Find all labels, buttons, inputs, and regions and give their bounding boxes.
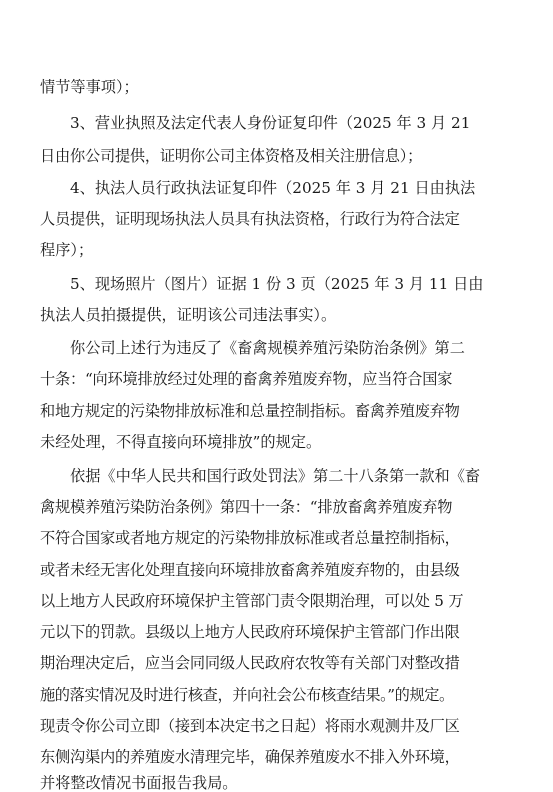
text-line: 日由你公司提供，证明你公司主体资格及相关注册信息）；: [40, 147, 423, 165]
legal-basis-paragraph: 依据《中华人民共和国行政处罚法》第二十八条第一款和《畜: [70, 467, 481, 485]
evidence-item-3: 3、营业执照及法定代表人身份证复印件（2025 年 3 月 21: [70, 114, 471, 132]
text-line: 人员提供，证明现场执法人员具有执法资格，行政行为符合法定: [40, 210, 460, 228]
text-line: 期治理决定后，应当会同同级人民政府农牧等有关部门对整改措: [40, 654, 460, 672]
text-line: 并将整改情况书面报告我局。: [40, 775, 238, 792]
text-line: 执法人员拍摄提供，证明该公司违法事实）。: [40, 306, 337, 324]
correction-order-paragraph: 现责令你公司立即（接到本决定书之日起）将雨水观测井及厂区: [40, 717, 460, 735]
text-line: 十条：“向环境排放经过处理的畜禽养殖废弃物，应当符合国家: [40, 370, 453, 388]
text-line: 禽规模养殖污染防治条例》第四十一条：“排放畜禽养殖废弃物: [40, 498, 453, 516]
text-line: 情节等事项）；: [40, 78, 139, 96]
text-line: 程序）；: [40, 241, 94, 259]
evidence-item-4: 4、执法人员行政执法证复印件（2025 年 3 月 21 日由执法: [70, 179, 476, 197]
text-line: 和地方规定的污染物排放标准和总量控制指标。畜禽养殖废弃物: [40, 402, 460, 420]
text-line: 或者未经无害化处理直接向环境排放畜禽养殖废弃物的，由县级: [40, 561, 460, 579]
text-line: 东侧沟渠内的养殖废水清理完毕，确保养殖废水不排入外环境，: [40, 748, 460, 766]
text-line: 施的落实情况及时进行核查，并向社会公布核查结果。”的规定。: [40, 686, 454, 704]
text-line: 元以下的罚款。县级以上地方人民政府环境保护主管部门作出限: [40, 623, 460, 641]
text-line: 未经处理，不得直接向环境排放”的规定。: [40, 433, 322, 451]
violation-paragraph: 你公司上述行为违反了《畜禽规模养殖污染防治条例》第二: [70, 339, 465, 357]
evidence-item-5: 5、现场照片（图片）证据 1 份 3 页（2025 年 3 月 11 日由: [70, 275, 484, 293]
text-line: 不符合国家或者地方规定的污染物排放标准或者总量控制指标，: [40, 529, 460, 547]
text-line: 以上地方人民政府环境保护主管部门责令限期治理，可以处 5 万: [40, 592, 464, 610]
